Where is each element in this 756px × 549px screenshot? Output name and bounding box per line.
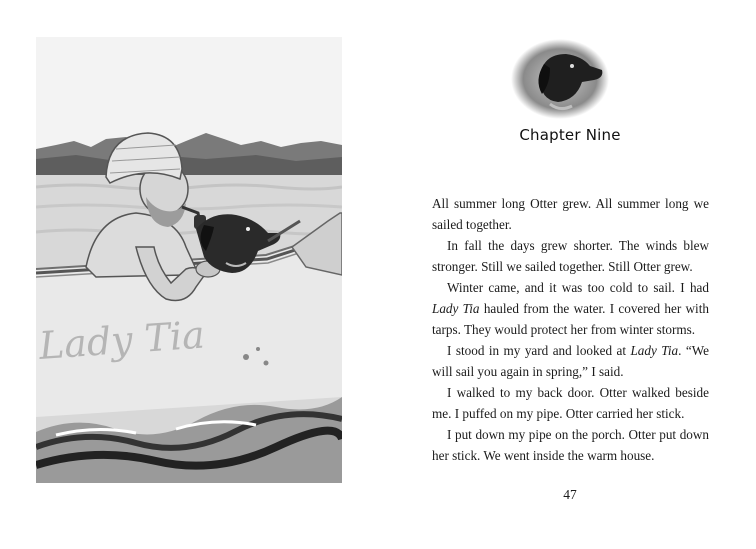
chapter-body-text: [432, 193, 709, 466]
body-paragraph: [432, 340, 709, 382]
body-paragraph: [432, 235, 709, 277]
chapter-vignette-dog: [510, 38, 610, 120]
text-run: I put down my pipe on the porch. Otter put down her stick. We went inside the warm house.: [432, 427, 709, 463]
boat-name-lettering: Lady Tia: [37, 312, 207, 368]
text-run: All summer long Otter grew. All summer long we sailed together.: [432, 196, 709, 232]
body-paragraph: [432, 382, 709, 424]
body-paragraph: [432, 277, 709, 340]
text-run: I stood in my yard and looked at: [447, 343, 631, 358]
body-paragraph: [432, 193, 709, 235]
boat-name-italic: Lady Tia: [432, 301, 480, 316]
text-run: . “We will sail you again in spring,” I said.: [432, 343, 709, 379]
boat-illustration: [36, 37, 342, 483]
boat-name-italic: Lady Tia: [630, 343, 679, 358]
page-number: 47: [563, 487, 577, 502]
text-run: I walked to my back door. Otter walked beside me. I puffed on my pipe. Otter carried her stick.: [432, 385, 709, 421]
chapter-title: Chapter Nine: [519, 126, 621, 144]
text-run: Winter came, and it was too cold to sail. I had: [447, 280, 709, 295]
body-paragraph: [432, 424, 709, 466]
text-run: In fall the days grew shorter. The winds blew stronger. Still we sailed together. Still Otter grew.: [432, 238, 709, 274]
text-run: hauled from the water. I covered her with tarps. They would protect her from winter storms.: [432, 301, 709, 337]
